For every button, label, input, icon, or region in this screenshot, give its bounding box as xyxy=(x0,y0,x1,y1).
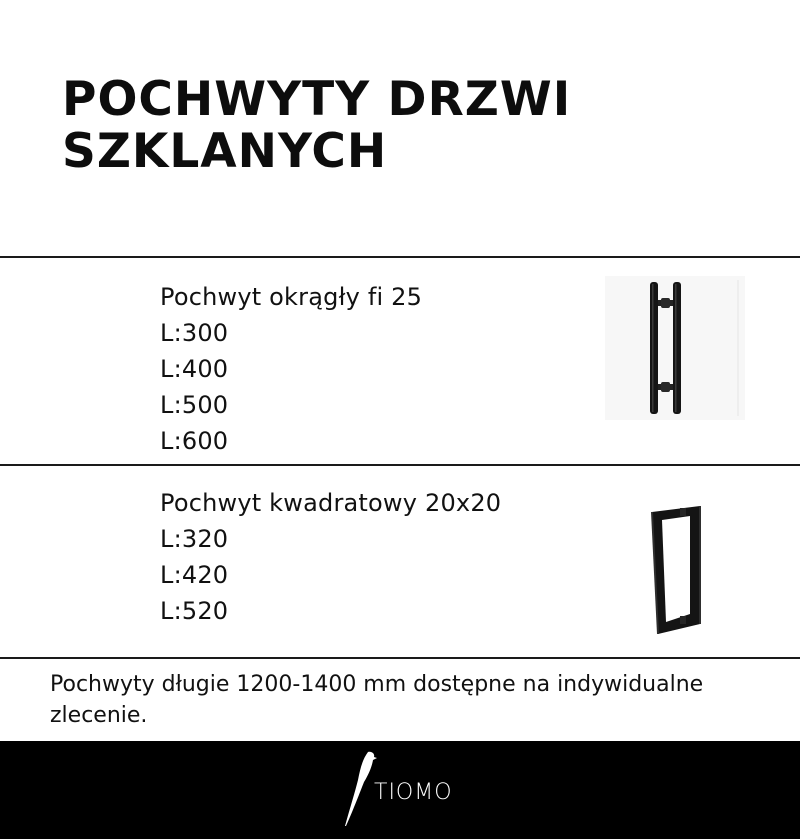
divider-top xyxy=(0,256,800,258)
page-title-line-1: POCHWYTY DRZWI xyxy=(62,72,572,127)
bird-logo-icon xyxy=(342,748,378,830)
divider-middle xyxy=(0,464,800,466)
product-name: Pochwyt okrągły fi 25 xyxy=(160,283,423,311)
product-length: L:420 xyxy=(160,561,229,589)
round-handle-image xyxy=(605,276,745,420)
product-length: L:520 xyxy=(160,597,229,625)
brand-name: TIOMO xyxy=(374,780,453,805)
divider-bottom xyxy=(0,657,800,659)
product-round-handle xyxy=(160,279,422,459)
product-length: L:300 xyxy=(160,319,229,347)
availability-note: Pochwyty długie 1200-1400 mm dostępne na indywidualne zlecenie. xyxy=(50,672,704,728)
product-length: L:500 xyxy=(160,391,229,419)
product-length: L:320 xyxy=(160,525,229,553)
product-length: L:400 xyxy=(160,355,229,383)
page-title xyxy=(62,74,571,178)
square-handle-image xyxy=(640,500,710,640)
product-length: L:600 xyxy=(160,427,229,455)
product-name: Pochwyt kwadratowy 20x20 xyxy=(160,489,502,517)
product-square-handle xyxy=(160,485,501,629)
page-title-line-2: SZKLANYCH xyxy=(62,124,388,179)
